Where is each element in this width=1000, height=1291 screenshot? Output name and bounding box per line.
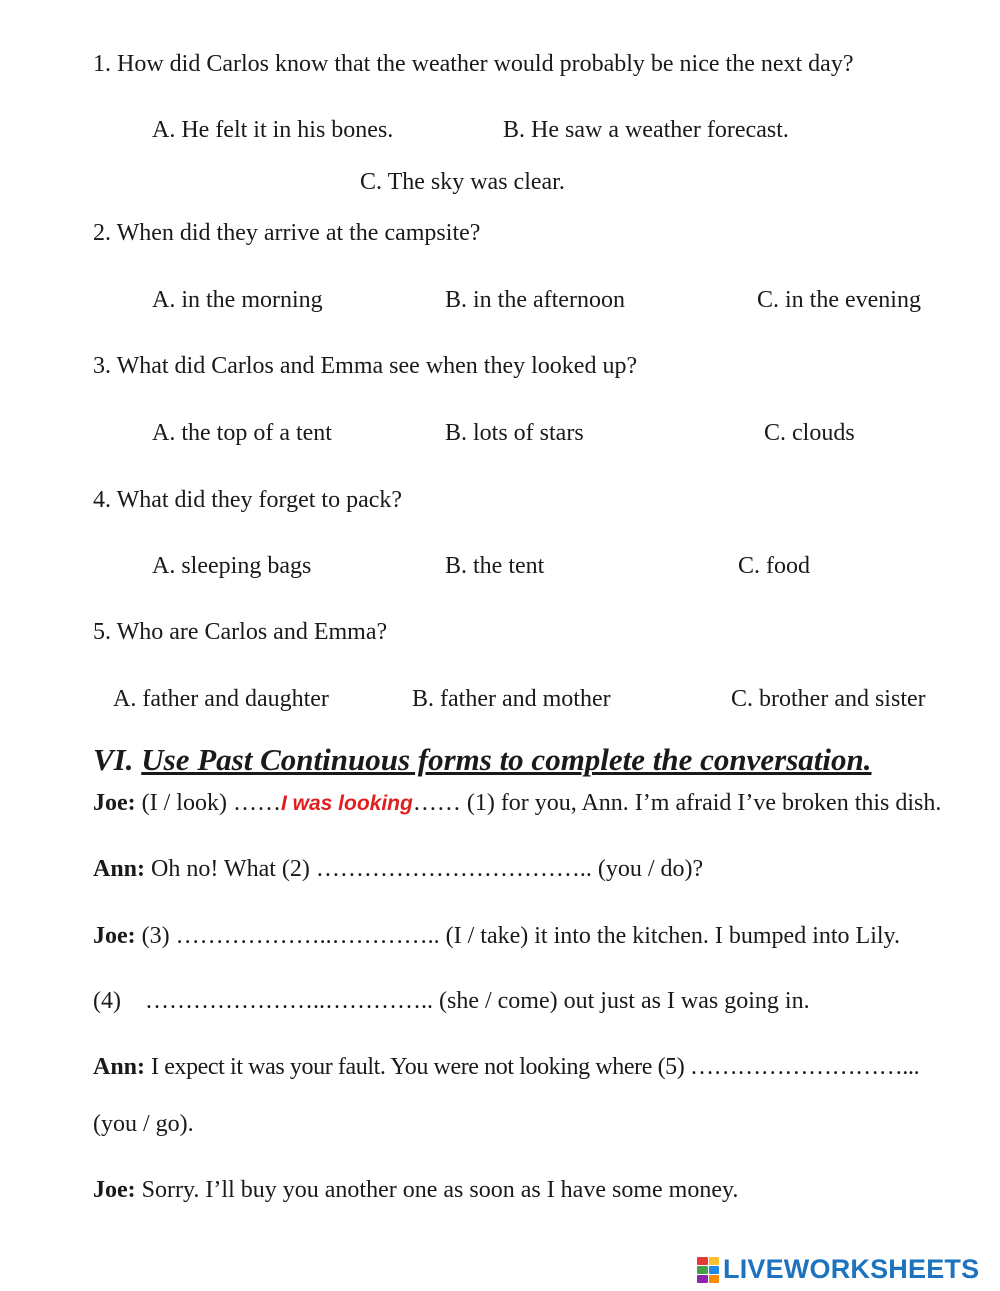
q3-option-b[interactable]: B. lots of stars	[445, 420, 584, 446]
line1-prompt: (I / look)	[141, 790, 227, 816]
logo-block	[697, 1266, 708, 1274]
speaker-joe: Joe:	[93, 923, 136, 949]
q1-option-c[interactable]: C. The sky was clear.	[360, 169, 565, 195]
q2-option-a[interactable]: A. in the morning	[152, 287, 323, 313]
conversation-line-7	[93, 1178, 738, 1202]
logo-block	[709, 1257, 720, 1265]
line1-dots: ……	[232, 790, 281, 816]
q2-option-c[interactable]: C. in the evening	[757, 287, 921, 313]
conversation-line-1	[93, 791, 941, 815]
q5-option-c[interactable]: C. brother and sister	[731, 686, 926, 712]
line6-text: (you / go).	[93, 1111, 194, 1137]
q5-option-b[interactable]: B. father and mother	[412, 686, 611, 712]
liveworksheets-logo-icon	[697, 1257, 719, 1283]
conversation-line-6	[93, 1112, 194, 1136]
section-title: Use Past Continuous forms to complete the conversation.	[141, 742, 872, 777]
conversation-line-5	[93, 1055, 919, 1079]
question-1: 1. How did Carlos know that the weather would probably be nice the next day?	[93, 51, 854, 77]
section-number: VI.	[93, 742, 134, 777]
speaker-joe: Joe:	[93, 790, 136, 816]
conversation-line-2	[93, 857, 703, 881]
q5-option-a[interactable]: A. father and daughter	[113, 686, 329, 712]
q4-option-b[interactable]: B. the tent	[445, 553, 545, 579]
speaker-joe: Joe:	[93, 1177, 136, 1203]
q3-option-a[interactable]: A. the top of a tent	[152, 420, 332, 446]
q3-option-c[interactable]: C. clouds	[764, 420, 855, 446]
logo-block	[709, 1275, 720, 1283]
line5-text[interactable]: I expect it was your fault. You were not looking where (5) ………………………...	[151, 1054, 920, 1080]
q1-option-b[interactable]: B. He saw a weather forecast.	[503, 117, 789, 143]
q4-option-c[interactable]: C. food	[738, 553, 810, 579]
conversation-line-4	[93, 989, 810, 1013]
logo-block	[697, 1275, 708, 1283]
line1-rest: …… (1) for you, Ann. I’m afraid I’ve broken this dish.	[412, 790, 942, 816]
brand-name: LIVEWORKSHEETS	[723, 1254, 980, 1284]
speaker-ann: Ann:	[93, 1054, 146, 1080]
liveworksheets-logo[interactable]	[697, 1256, 979, 1283]
q1-option-a[interactable]: A. He felt it in his bones.	[152, 117, 394, 143]
question-5: 5. Who are Carlos and Emma?	[93, 619, 388, 645]
logo-block	[697, 1257, 708, 1265]
question-2: 2. When did they arrive at the campsite?	[93, 220, 481, 246]
line2-text[interactable]: Oh no! What (2) …………………………….. (you / do)?	[151, 856, 704, 882]
speaker-ann: Ann:	[93, 856, 146, 882]
question-3: 3. What did Carlos and Emma see when they looked up?	[93, 353, 638, 379]
section-heading	[93, 744, 872, 775]
question-4: 4. What did they forget to pack?	[93, 487, 403, 513]
answer-input-1[interactable]: I was looking	[280, 792, 413, 815]
logo-block	[709, 1266, 720, 1274]
q2-option-b[interactable]: B. in the afternoon	[445, 287, 625, 313]
line3-text[interactable]: (3) ………………..………….. (I / take) it into the kitchen. I bumped into Lily.	[141, 923, 900, 949]
line4-text[interactable]: (4) …………………..………….. (she / come) out just as I was going in.	[93, 988, 810, 1014]
conversation-line-3	[93, 924, 900, 948]
q4-option-a[interactable]: A. sleeping bags	[152, 553, 312, 579]
line7-text: Sorry. I’ll buy you another one as soon as I have some money.	[141, 1177, 739, 1203]
